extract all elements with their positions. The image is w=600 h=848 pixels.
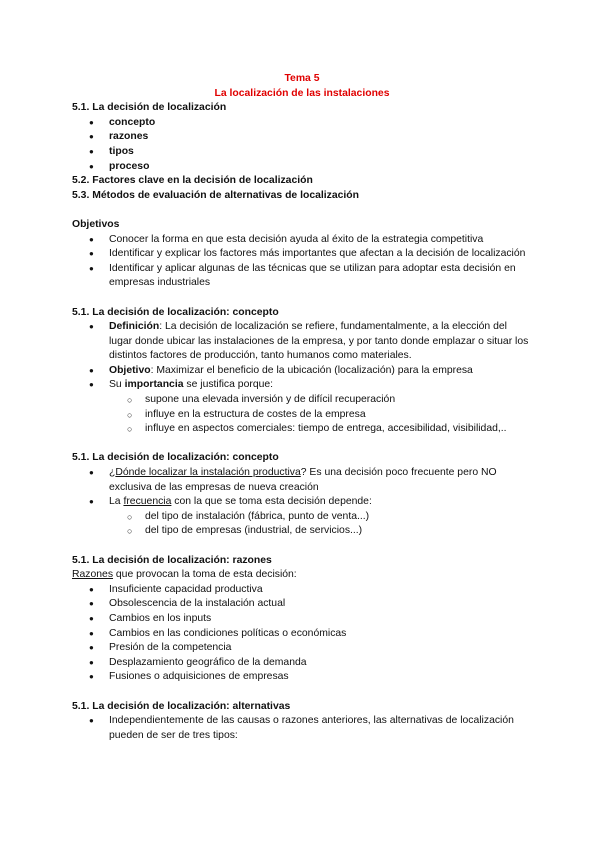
document-content xyxy=(72,72,532,743)
razones-list xyxy=(72,583,532,685)
objetivo-item: ● Conocer la forma en que esta decisión ayuda al éxito de la estrategia competitiva xyxy=(72,233,532,248)
razones-heading: 5.1. La decisión de localización: razones xyxy=(72,554,272,566)
frecuencia-item: ● La frecuencia con la que se toma esta decisión depende: ○ del tipo de instalación (fábrica, punto de venta...) ○ del tipo de empresas (industrial, de servicios...) xyxy=(72,495,532,539)
alternativa-item: ● Independientemente de las causas o razones anteriores, las alternativas de localización pueden de ser de tres tipos: xyxy=(72,714,532,743)
objetivo-item: ● Identificar y aplicar algunas de las técnicas que se utilizan para adoptar esta decisión en empresas industriales xyxy=(72,262,532,291)
definicion-label: Definición xyxy=(109,321,160,333)
concepto-heading-2: 5.1. La decisión de localización: concepto xyxy=(72,452,279,464)
razones-link: Razones xyxy=(72,569,114,581)
frecuencia-sublist xyxy=(72,510,532,539)
razon-item: ● Presión de la competencia xyxy=(72,641,532,656)
frecuencia-subitem: ○ del tipo de empresas (industrial, de servicios...) xyxy=(72,524,532,539)
index-section-5-1: 5.1. La decisión de localización xyxy=(72,102,227,114)
donde-item: ● ¿Dónde localizar la instalación productiva? Es una decisión poco frecuente pero NO exclusiva de las empresas de nueva creación xyxy=(72,466,532,495)
importancia-subitem: ○ influye en aspectos comerciales: tiempo de entrega, accesibilidad, visibilidad,.. xyxy=(72,422,532,437)
razones-intro: Razones que provocan la toma de esta decisión: xyxy=(72,569,297,581)
razon-item: ● Desplazamiento geográfico de la demanda xyxy=(72,656,532,671)
tema-number: Tema 5 xyxy=(284,73,320,84)
document-title: La localización de las instalaciones xyxy=(214,87,390,99)
importancia-subitem: ○ supone una elevada inversión y de difícil recuperación xyxy=(72,393,532,408)
objetivo-text: : Maximizar el beneficio de la ubicación (localización) para la empresa xyxy=(150,364,473,376)
importancia-sublist xyxy=(72,393,532,437)
importancia-label: importancia xyxy=(124,379,184,391)
index-subitem: ● proceso xyxy=(72,160,532,175)
objetivo-definition-item xyxy=(72,364,532,379)
razon-item: ● Insuficiente capacidad productiva xyxy=(72,583,532,598)
alternativas-heading: 5.1. La decisión de localización: alternativas xyxy=(72,700,291,712)
objetivo-label: Objetivo xyxy=(109,364,151,376)
index-subitems xyxy=(72,116,532,174)
objetivo-item: ● Identificar y explicar los factores más importantes que afectan a la decisión de localización xyxy=(72,247,532,262)
razon-item: ● Cambios en las condiciones políticas o económicas xyxy=(72,627,532,642)
donde-link: Dónde localizar la instalación productiva xyxy=(115,467,301,479)
concepto-heading: 5.1. La decisión de localización: concepto xyxy=(72,306,279,318)
index-subitem: ● razones xyxy=(72,130,532,145)
razon-item: ● Cambios en los inputs xyxy=(72,612,532,627)
frecuencia-subitem: ○ del tipo de instalación (fábrica, punto de venta...) xyxy=(72,510,532,525)
index-section-5-3: 5.3. Métodos de evaluación de alternativas de localización xyxy=(72,189,359,201)
index-subitem: ● tipos xyxy=(72,145,532,160)
alternativas-list xyxy=(72,714,532,743)
concepto-list-2 xyxy=(72,466,532,539)
definicion-item xyxy=(72,320,532,364)
index-subitem: ● concepto xyxy=(72,116,532,131)
index-section-5-2: 5.2. Factores clave en la decisión de localización xyxy=(72,175,313,187)
razon-item: ● Fusiones o adquisiciones de empresas xyxy=(72,670,532,685)
frecuencia-link: frecuencia xyxy=(123,496,172,508)
razon-item: ● Obsolescencia de la instalación actual xyxy=(72,597,532,612)
importancia-item: ● Su importancia se justifica porque: ○ supone una elevada inversión y de difícil recuperación ○ influye en la estructura de costes de la empresa ○ influye en aspectos comerciales: tiempo de entrega, accesibilidad, visibilidad,.. xyxy=(72,378,532,436)
concepto-list xyxy=(72,320,532,437)
objetivos-heading: Objetivos xyxy=(72,218,120,230)
importancia-subitem: ○ influye en la estructura de costes de la empresa xyxy=(72,408,532,423)
objetivos-list xyxy=(72,233,532,291)
definicion-text: : La decisión de localización se refiere, fundamentalmente, a la elección del lugar donde ubicar las instalaciones de la empresa, y por tanto donde emplazar o situar los distintos factores de producción, tanto humanos como materiales. xyxy=(109,321,529,362)
